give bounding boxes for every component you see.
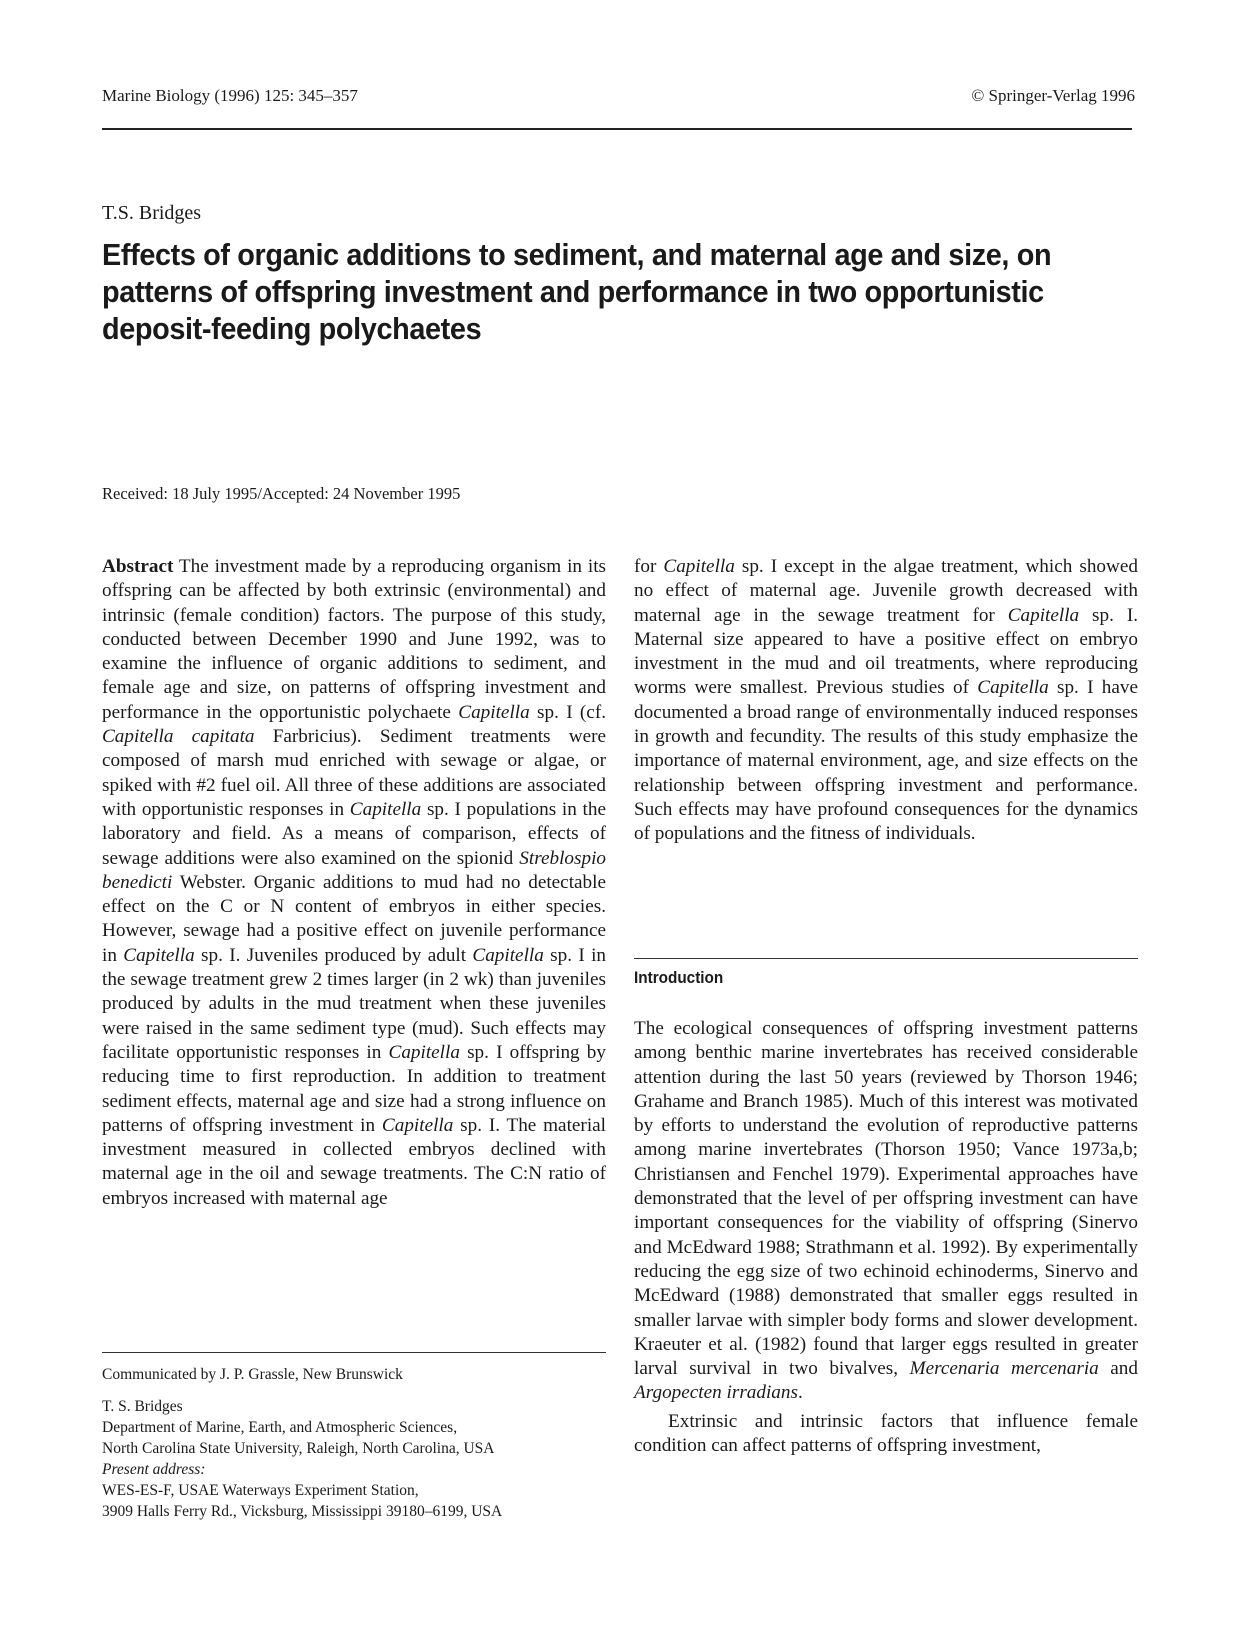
species-name: Capitella (388, 1041, 460, 1063)
species-name: Argopecten irradians (634, 1382, 798, 1404)
present-address-org: WES-ES-F, USAE Waterways Experiment Station, (102, 1482, 419, 1499)
communicated-by (102, 1364, 622, 1385)
abstract-column-right (634, 555, 1138, 847)
introduction-heading: Introduction (634, 968, 724, 987)
abstract-text: sp. I. Maternal size appeared to have a positive effect on embryo investment in the mud and oil treatments, where reproducing worms were smallest. Previous studies of (634, 604, 1139, 699)
abstract-text: for (634, 556, 664, 577)
introduction-body (634, 1017, 1138, 1458)
abstract-heading: Abstract (102, 556, 174, 577)
abstract-text: sp. I. The material investment measured in collected embryos declined with maternal age in the oil and sewage treatments. The C:N ratio of embryos increased with maternal age (102, 1114, 606, 1209)
species-name: Streblospio benedicti (102, 847, 606, 893)
address-author: T. S. Bridges (102, 1398, 183, 1415)
address-department: Department of Marine, Earth, and Atmospheric Sciences, (102, 1419, 458, 1436)
species-name: Capitella (977, 677, 1049, 699)
header-rule (102, 128, 1132, 130)
abstract-text: sp. I except in the algae treatment, which showed no effect of maternal age. Juvenile growth decreased with maternal age in the sewage treatment for (634, 556, 1138, 626)
species-name: Capitella (663, 556, 735, 577)
abstract-text: Farbricius). Sediment treatments were composed of marsh mud enriched with sewage or algae, or spiked with #2 fuel oil. All three of these additions are associated with opportunistic responses in (102, 726, 606, 820)
footnote-rule (102, 1352, 606, 1353)
introduction-paragraph-2: Extrinsic and intrinsic factors that influence female condition can affect patterns of offspring investment, (634, 1410, 1138, 1457)
author-name: T.S. Bridges (102, 202, 202, 224)
abstract-text: The investment made by a reproducing organism in its offspring can be affected by both extrinsic (environmental) and intrinsic (female condition) factors. The purpose of this study, conducted between December 1990 and June 1992, was to examine the influence of organic additions to sediment, and female age and size, on patterns of offspring investment and performance in the opportunistic polychaete (102, 556, 606, 723)
species-name: Capitella (458, 701, 530, 723)
present-address-label: Present address: (102, 1461, 206, 1478)
abstract-text: sp. I offspring by reducing time to first reproduction. In addition to treatment sediment effects, maternal age and size had a strong influence on patterns of offspring investment in (102, 1041, 606, 1136)
received-dates: Received: 18 July 1995/Accepted: 24 November 1995 (102, 484, 461, 503)
abstract-text: Webster. Organic additions to mud had no detectable effect on the C or N content of embryos in either species. However, sewage had a positive effect on juvenile performance in (102, 871, 606, 966)
communicated-text: Communicated by J. P. Grassle, New Brunswick (102, 1366, 403, 1383)
abstract-text: sp. I (cf. (529, 701, 607, 723)
intro-text: The ecological consequences of offspring investment patterns among benthic marine invertebrates has received considerable attention during the last 50 years (reviewed by Thorson 1946; Grahame and Branch 1985). Much of this interest was motivated by efforts to understand the evolution of reproductive patterns among marine invertebrates (Thorson 1950; Vance 1973a,b; Christiansen and Fenchel 1979). Experimental approaches have demonstrated that the level of per offspring investment can have important consequences for the viability of offspring (Sinervo and McEdward 1988; Strathmann et al. 1992). By experimentally reducing the egg size of two echinoid echinoderms, Sinervo and McEdward (1988) demonstrated that smaller eggs resulted in smaller larvae with simpler body forms and slower development. Kraeuter et al. (1982) found that larger eggs resulted in greater larval survival in two bivalves, (634, 1018, 1138, 1380)
species-name: Capitella (472, 944, 544, 966)
intro-text: and (1098, 1358, 1138, 1380)
section-rule (634, 958, 1138, 959)
running-head (102, 86, 1135, 106)
species-name: Capitella capitata (102, 726, 255, 748)
journal-citation: Marine Biology (1996) 125: 345–357 (102, 86, 358, 105)
author-address (102, 1396, 622, 1522)
species-name: Capitella (123, 944, 195, 966)
abstract-text: sp. I. Juveniles produced by adult (194, 944, 473, 966)
present-address-street: 3909 Halls Ferry Rd., Vicksburg, Mississippi 39180–6199, USA (102, 1503, 503, 1520)
abstract-text: sp. I in the sewage treatment grew 2 times larger (in 2 wk) than juveniles produced by adults in the mud treatment when these juveniles were raised in the same sediment type (mud). Such effects may facilitate opportunistic responses in (102, 944, 606, 1063)
address-university: North Carolina State University, Raleigh, North Carolina, USA (102, 1440, 495, 1457)
intro-text: . (797, 1382, 803, 1404)
species-name: Capitella (349, 798, 422, 820)
species-name: Capitella (381, 1114, 454, 1136)
species-name: Capitella (1007, 604, 1080, 626)
copyright-notice: © Springer-Verlag 1996 (971, 86, 1135, 105)
abstract-paragraph (102, 555, 606, 1211)
abstract-column-left (102, 555, 606, 1211)
abstract-text: sp. I have documented a broad range of environmentally induced responses in growth and fecundity. The results of this study emphasize the importance of maternal environment, age, and size effects on the relationship between offspring investment and performance. Such effects may have profound consequences for the dynamics of populations and the fitness of individuals. (634, 677, 1138, 845)
abstract-continuation (634, 555, 1138, 847)
introduction-paragraph-1 (634, 1017, 1138, 1406)
abstract-text: sp. I populations in the laboratory and field. As a means of comparison, effects of sewage additions were also examined on the spionid (102, 798, 606, 869)
species-name: Mercenaria mercenaria (909, 1358, 1099, 1380)
article-title: Effects of organic additions to sediment, and maternal age and size, on patterns of offspring investment and performance in two opportunistic deposit-feeding polychaetes (102, 237, 1052, 346)
